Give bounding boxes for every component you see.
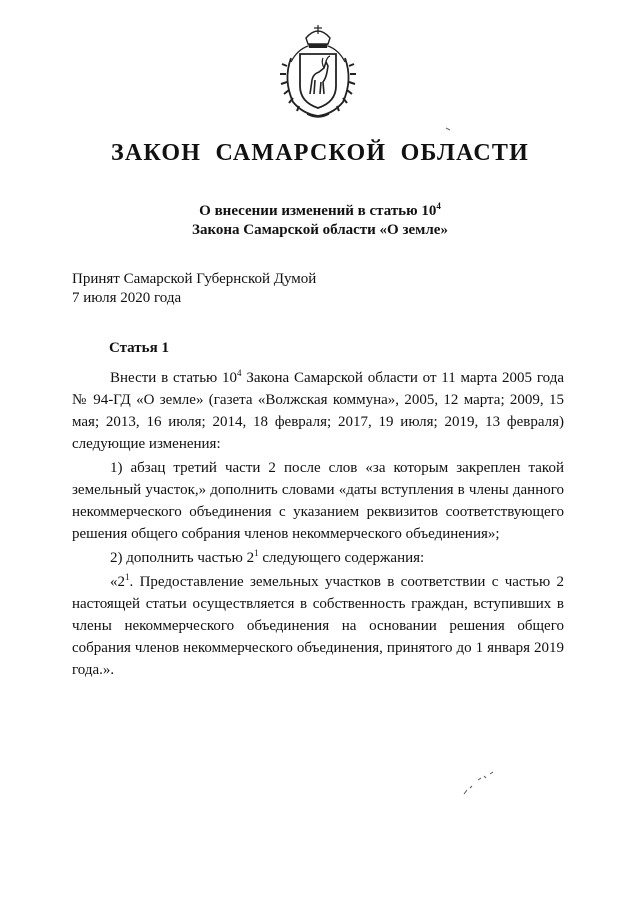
law-title: ЗАКОН САМАРСКОЙ ОБЛАСТИ [111, 140, 529, 166]
item2-text-end: следующего содержания: [258, 550, 425, 566]
item2-superscript: 1 [254, 548, 259, 558]
subtitle-text: О внесении изменений в статью 10 [199, 203, 437, 219]
intro-text-start: Внести в статью 10 [110, 370, 238, 386]
adoption-body: Принят Самарской Губернской Думой [72, 271, 317, 287]
quote-text-end: . Предоставление земельных участков в соответствии с частью 2 настоящей статьи осуществляется в собственность граждан, вступивших в члены некоммерческого объединения на основании решения общего собрания членов некоммерческого объединения, принятого до 1 января 2019 года.». [72, 574, 564, 678]
quote-text-start: «2 [110, 574, 125, 590]
article-quote [72, 571, 564, 681]
subtitle-superscript: 4 [436, 201, 441, 211]
article-intro [72, 367, 564, 455]
law-subtitle-line1 [0, 203, 640, 220]
item2-text-start: 2) дополнить частью 2 [110, 550, 255, 566]
article-item-2 [72, 547, 564, 569]
intro-superscript: 4 [237, 368, 242, 378]
intro-text-end: Закона Самарской области от 11 марта 2005 года № 94-ГД «О земле» (газета «Волжская коммуна», 2005, 12 марта; 2009, 15 мая; 2013, 16 июля; 2014, 18 февраля; 2017, 19 июля; 2019, 13 февраля) следующие изменения: [72, 370, 564, 452]
quote-superscript: 1 [125, 572, 130, 582]
article-item-1: 1) абзац третий части 2 после слов «за которым закреплен такой земельный участок,» дополнить словами «даты вступления в члены данного некоммерческого объединения с указанием реквизитов соответствующего решения общего собрания членов некоммерческого объединения»; [72, 460, 564, 542]
article-body [72, 367, 564, 681]
law-subtitle-line2: Закона Самарской области «О земле» [192, 222, 448, 238]
scan-speck [444, 124, 454, 132]
article-title: Статья 1 [109, 340, 169, 356]
coat-of-arms-samara-icon [277, 22, 359, 122]
scan-mark [460, 770, 500, 800]
adoption-date: 7 июля 2020 года [72, 290, 182, 306]
